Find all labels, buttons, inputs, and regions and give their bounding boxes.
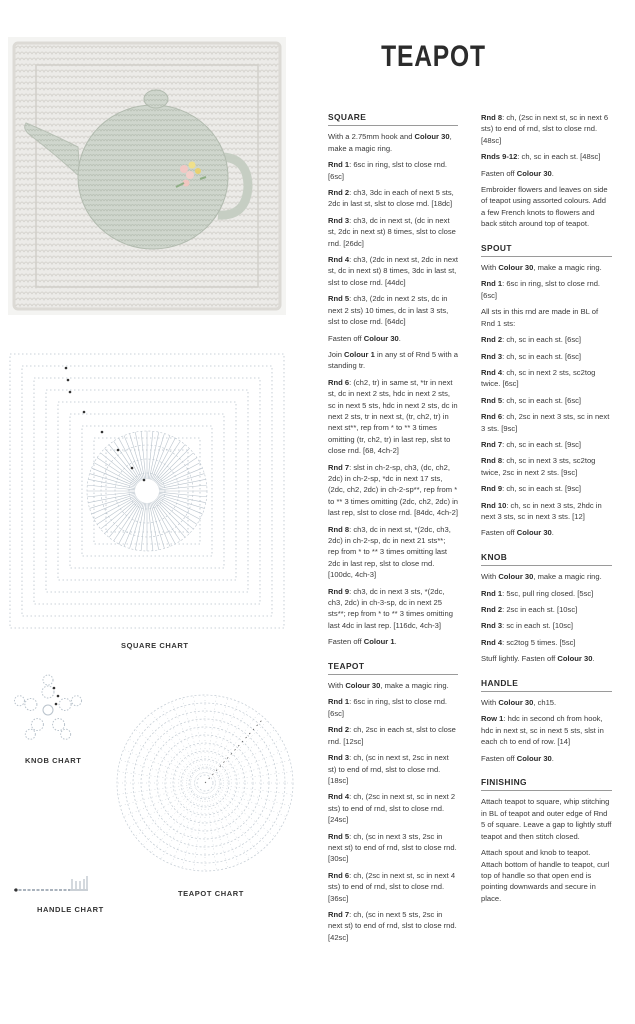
row-text: : (ch2, tr) in same st, *tr in next st, dc in next 2 sts, hdc in next 2 sts, sc in next 5 sts, hdc in next 2 sts, dc in next 2 sts, tr in next st, (tr, ch2, tr) in next st**, rep from * to ** 3 times omitting (tr, ch2, tr) in last rep, slst to close rnd. [68, 4ch-2] [328,377,458,456]
instruction-row [481,411,612,434]
finishing-heading: FINISHING [481,777,612,791]
instruction-row [328,791,458,825]
instruction-row [481,334,612,345]
crochet-teapot-illustration [8,37,286,315]
row-text: : ch3, dc in next st, *(2dc, ch3, 2dc) in ch-2-sp, dc in next 21 sts**; rep from * to ** 3 times omitting last 2dc in last rep, slst to close rnd. [100dc, 4ch-3] [328,524,451,580]
row-label: Row 1 [481,714,504,724]
square-chart-marker [65,367,68,370]
square-fasten [328,333,458,344]
knob-chart [10,672,86,748]
square-join-text: Join [328,349,345,359]
row-text: : sc2tog 5 times. [5sc] [502,637,576,647]
knob-chart-label: KNOB CHART [25,756,82,765]
teapot-note: Embroider flowers and leaves on side of teapot using assorted colours. Add a few French knots to flowers and back stitch around top of teapot. [481,185,608,229]
row-label: Rnds 9-12 [481,152,518,162]
instruction-row [328,870,458,904]
square-chart-round [34,378,260,604]
row-text: : ch, (2sc in next st, sc in next 4 sts) to end of rnd, slst to close rnd. [36sc] [328,870,456,903]
row-label: Rnd 2 [481,605,503,614]
instruction-row [481,604,612,615]
row-text: : ch, (sc in next st, 2sc in next st) to end of rnd, slst to close rnd. [18sc] [328,753,449,785]
teapot-chart-stitch [215,760,290,780]
teapot-chart-stitch [208,698,228,773]
square-intro-text: With a 2.75mm hook and [328,132,415,142]
handle-fasten-end: . [551,753,554,763]
row-text: : ch3, 3dc in each of next 5 sts, 2dc in last st, slst to close rnd. [18dc] [328,188,454,209]
instruction-row [328,254,458,288]
teapot-chart-stitch [124,787,196,817]
row-label: Rnd 8 [328,524,350,534]
instruction-row [481,620,612,631]
row-label: Rnd 4 [481,637,503,647]
teapot-chart-stitch [171,792,201,864]
row-text: : 6sc in ring, slst to close rnd. [6sc] [328,697,448,718]
square-intro [328,131,458,154]
row-text: : ch, sc in next 2 sts, sc2tog twice. [6sc] [481,367,596,389]
finishing-paragraph-2: Attach spout and knob to teapot. Attach bottom of handle to teapot, curl top of handle so that open end is pointing downwards and secure in place. [481,848,610,903]
instruction-row [481,713,612,747]
row-label: Rnd 7 [328,462,350,472]
handle-intro-end: , ch15. [533,698,557,708]
square-chart-stitch [152,436,170,480]
row-label: Rnd 2 [328,188,350,198]
spout-intro-colour: Colour 30 [498,263,534,273]
row-text: : ch, 2sc in next 3 sts, sc in next 3 sts. [9sc] [481,412,610,433]
handle-intro-text: With [481,698,499,708]
knob-heading: KNOB [481,552,612,566]
knob-intro-end: , make a magic ring. [533,572,602,582]
square-fasten2-end: . [394,637,397,647]
row-label: Rnd 9 [481,484,503,494]
knob-chart-marker [53,687,56,690]
square-chart-graphic [6,350,288,632]
row-label: Rnd 2 [328,725,350,735]
square-chart-stitch [92,496,136,514]
knob-rows [481,588,612,649]
square-chart-marker [83,411,86,414]
handle-chart-label: HANDLE CHART [37,905,104,914]
row-label: Rnd 6 [481,412,503,422]
handle-fasten-text: Fasten off [481,753,517,763]
row-text: : 5sc, pull ring closed. [5sc] [502,588,594,598]
row-text: : hdc in second ch from hook, hdc in next st, sc in next 5 sts, slst in each ch to end of row. [14] [481,714,604,747]
instruction-row [481,483,612,494]
instruction-row [481,588,612,599]
teapot-square-photo [8,37,286,315]
row-text: : ch, (sc in next 5 sts, 2sc in next st) to end of rnd, slst to close rnd. [42sc] [328,909,457,942]
row-text: : ch, sc in each st. [6sc] [502,335,582,345]
handle-heading: HANDLE [481,678,612,692]
square-heading: SQUARE [328,112,458,126]
square-chart-round [46,390,248,592]
row-text: : ch3, (2dc in next 2 sts, dc in next 2 sts) 10 times, dc in last 3 sts, slst to close rnd. [64dc] [328,294,449,327]
row-label: Rnd 6 [328,870,350,880]
row-label: Rnd 8 [481,456,503,466]
instruction-row [481,395,612,406]
spout-heading: SPOUT [481,243,612,257]
row-text: : slst in ch-2-sp, ch3, (dc, ch2, 2dc) in ch-2-sp, *dc in next 17 sts, (2dc, ch2, 2dc) in ch-2-sp**, rep from * to ** 3 times omitting (2dc, ch2, 2dc) in last rep, slst to close rnd. [84dc, 4ch-2] [328,462,458,518]
knob-intro-text: With [481,572,499,582]
row-label: Rnd 3 [328,753,350,763]
row-label: Rnd 1 [481,279,503,289]
row-text: : ch, (2sc in next st, sc in next 6 sts) to end of rnd, slst to close rnd. [48sc] [481,113,609,145]
instruction-row [328,377,458,457]
instruction-row [328,159,458,182]
teapot-chart-stitch [214,787,286,817]
spout-fasten [481,527,612,538]
teapot-chart-stitch [215,772,292,782]
instruction-row [481,351,612,362]
row-label: Rnd 4 [481,367,503,377]
knob-chart-petal-outer [25,729,35,739]
row-label: Rnd 8 [481,113,503,122]
knob-chart-marker [57,695,60,698]
square-intro-colour: Colour 30 [414,132,450,142]
row-text: : ch, (sc in next 3 sts, 2sc in next st) to end of rnd, slst to close rnd. [30sc] [328,831,457,864]
teapot-fasten-end: . [551,168,554,178]
teapot-chart-stitch [206,793,216,870]
square-rows-2 [328,377,458,632]
row-text: : ch3, dc in next 3 sts, *(2dc, ch3, 2dc) in ch-3-sp, dc in next 25 sts**; rep from * to ** 3 times omitting last 4dc in last rep. [116dc, 4ch-3] [328,586,453,630]
row-text: : ch, 2sc in each st, slst to close rnd. [12sc] [328,725,456,746]
handle-rows [481,713,612,747]
instruction-row [328,586,458,632]
spout-rows-2 [481,334,612,522]
instruction-row [328,187,458,210]
square-chart-round [10,354,284,628]
finishing-paragraph-1: Attach teapot to square, whip stitching in BL of teapot and outer edge of Rnd 5 of square. Leave a gap to lightly stuff teapot and then stitch closed. [481,797,612,841]
row-label: Rnd 5 [328,831,350,841]
square-chart-marker [131,467,134,470]
row-label: Rnd 3 [328,215,350,225]
square-chart-label: SQUARE CHART [121,641,189,650]
knob-stuff-colour: Colour 30 [557,654,593,664]
knob-chart-petal [42,686,54,698]
knob-intro-colour: Colour 30 [498,572,534,582]
teapot-chart-stitch [209,792,239,864]
square-chart-marker [101,431,104,434]
square-join [328,349,458,372]
instruction-row [328,909,458,943]
instruction-row [328,831,458,865]
knob-chart-petal-outer [14,696,24,706]
square-rows [328,159,458,327]
knob-chart-ring [43,705,53,715]
square-fasten-2 [328,636,458,647]
row-label: Rnd 5 [328,294,350,304]
knob-chart-marker [55,703,58,706]
instruction-row [481,500,612,523]
instruction-row [481,455,612,478]
row-text: : ch, sc in each st. [9sc] [502,484,582,494]
instruction-row [481,278,612,301]
teapot-rows [328,696,458,943]
handle-intro [481,697,612,708]
teapot-heading: TEAPOT [328,661,458,675]
teapot-chart-start-line [205,720,262,783]
square-chart-round [22,366,272,616]
row-label: Rnd 4 [328,792,350,802]
teapot-chart-stitch [124,749,196,779]
teapot-chart-graphic [112,690,298,876]
teapot-chart-stitch [214,749,286,779]
square-chart-stitch [92,468,136,486]
instruction-row [328,724,458,747]
instruction-row [328,524,458,581]
instruction-row [481,367,612,390]
spout-fasten-colour: Colour 30 [516,528,552,538]
square-join-end: in any st of Rnd 5 with a standing tr. [328,349,459,371]
square-intro-end: , make a magic ring. [328,132,452,153]
instruction-row [481,439,612,450]
square-chart-marker [69,391,72,394]
row-text: : ch3, (2dc in next st, 2dc in next st, dc in next st) 8 times, 3dc in last st, slst to close rnd. [44dc] [328,255,459,287]
row-label: Rnd 4 [328,255,350,265]
spout-rows [481,278,612,301]
instruction-row [328,462,458,519]
handle-chart-graphic [10,873,94,895]
knob-chart-petal-outer [43,675,53,685]
instruction-row [481,112,612,146]
handle-chart [10,873,94,895]
row-text: : sc in each st. [10sc] [502,621,574,631]
row-label: Rnd 1 [328,697,350,707]
row-text: : ch, sc in each st. [48sc] [517,152,601,162]
teapot-chart-stitch [194,793,204,870]
row-label: Rnd 10 [481,500,507,510]
instruction-row [481,637,612,648]
row-text: : 2sc in each st. [10sc] [502,605,578,614]
spout-note: All sts in this rnd are made in BL of Rnd 1 sts: [481,307,599,328]
square-chart-marker [143,479,146,482]
knob-chart-petal [59,698,71,710]
instructions-column-2 [481,112,612,909]
teapot-chart-label: TEAPOT CHART [178,889,244,898]
square-fasten2-text: Fasten off [328,637,364,647]
teapot-chart-stitch [171,702,201,774]
row-text: : 6sc in ring, slst to close rnd. [6sc] [481,279,601,300]
square-chart-round [58,402,236,580]
square-fasten-text: Fasten off [328,333,364,343]
instruction-row [481,151,612,162]
knob-stuff-text: Stuff lightly. Fasten off [481,654,558,664]
instruction-row [328,215,458,249]
square-fasten2-colour: Colour 1 [363,637,395,647]
square-chart-stitch [158,496,202,514]
page-title: TEAPOT [381,40,486,73]
row-text: : ch, (2sc in next st, sc in next 2 sts) to end of rnd, slst to close rnd. [24sc] [328,792,456,825]
square-fasten-end: . [398,333,401,343]
spout-fasten-end: . [551,528,554,538]
instruction-row [328,696,458,719]
row-label: Rnd 9 [328,586,350,596]
teapot-intro [328,680,458,691]
teapot-fasten [481,168,612,179]
handle-intro-colour: Colour 30 [498,698,534,708]
row-label: Rnd 7 [328,909,350,919]
instruction-row [328,293,458,327]
knob-stuff [481,653,612,664]
knob-chart-petal [31,719,43,731]
row-label: Rnd 6 [328,377,350,387]
knob-chart-petal-outer [72,696,82,706]
row-label: Rnd 3 [481,351,503,361]
square-chart-marker [67,379,70,382]
spout-fasten-text: Fasten off [481,528,517,538]
teapot-chart-stitch [209,702,239,774]
spout-intro-text: With [481,263,499,273]
handle-fasten [481,753,612,764]
teapot-intro-text: With [328,681,346,691]
square-chart [6,350,288,632]
row-text: : ch, sc in each st. [6sc] [502,351,582,361]
teapot-fasten-colour: Colour 30 [516,168,552,178]
knob-chart-graphic [10,672,86,748]
square-fasten-colour: Colour 30 [363,333,399,343]
row-text: : ch, sc in next 3 sts, sc2tog twice, 2sc in next 2 sts. [9sc] [481,456,596,477]
square-chart-marker [117,449,120,452]
knob-intro [481,571,612,582]
teapot-intro-colour: Colour 30 [345,681,381,691]
square-chart-stitch [158,468,202,486]
knob-chart-petal-outer [61,729,71,739]
handle-fasten-colour: Colour 30 [516,753,552,763]
row-label: Rnd 7 [481,439,503,449]
row-label: Rnd 1 [328,160,350,170]
square-chart-stitch [152,502,170,546]
spout-intro-end: , make a magic ring. [533,263,602,273]
row-label: Rnd 3 [481,621,503,631]
instructions-column-1 [328,112,458,948]
spout-intro [481,262,612,273]
teapot-chart-stitch [206,696,216,773]
row-label: Rnd 2 [481,335,503,345]
row-text: : ch, sc in each st. [6sc] [502,395,582,405]
teapot-rows-continued [481,112,612,163]
teapot-intro-end: , make a magic ring. [380,681,449,691]
teapot-chart [112,690,298,876]
square-chart-stitch [124,502,142,546]
instruction-row [328,752,458,786]
row-text: : ch3, dc in next st, (dc in next st, 2dc in next st) 8 times, slst to close rnd. [26dc] [328,215,456,248]
row-text: : ch, sc in each st. [9sc] [502,439,582,449]
teapot-fasten-text: Fasten off [481,168,517,178]
row-label: Rnd 5 [481,395,503,405]
row-text: : ch, sc in next 3 sts, 2hdc in next 3 sts, sc in next 3 sts. [12] [481,500,602,521]
knob-chart-petal [53,719,65,731]
knob-stuff-end: . [592,654,595,664]
knob-chart-petal [25,698,37,710]
row-label: Rnd 1 [481,588,503,598]
square-join-colour: Colour 1 [344,349,375,359]
row-text: : 6sc in ring, slst to close rnd. [6sc] [328,160,448,181]
square-chart-stitch [124,436,142,480]
teapot-chart-stitch [215,784,292,794]
